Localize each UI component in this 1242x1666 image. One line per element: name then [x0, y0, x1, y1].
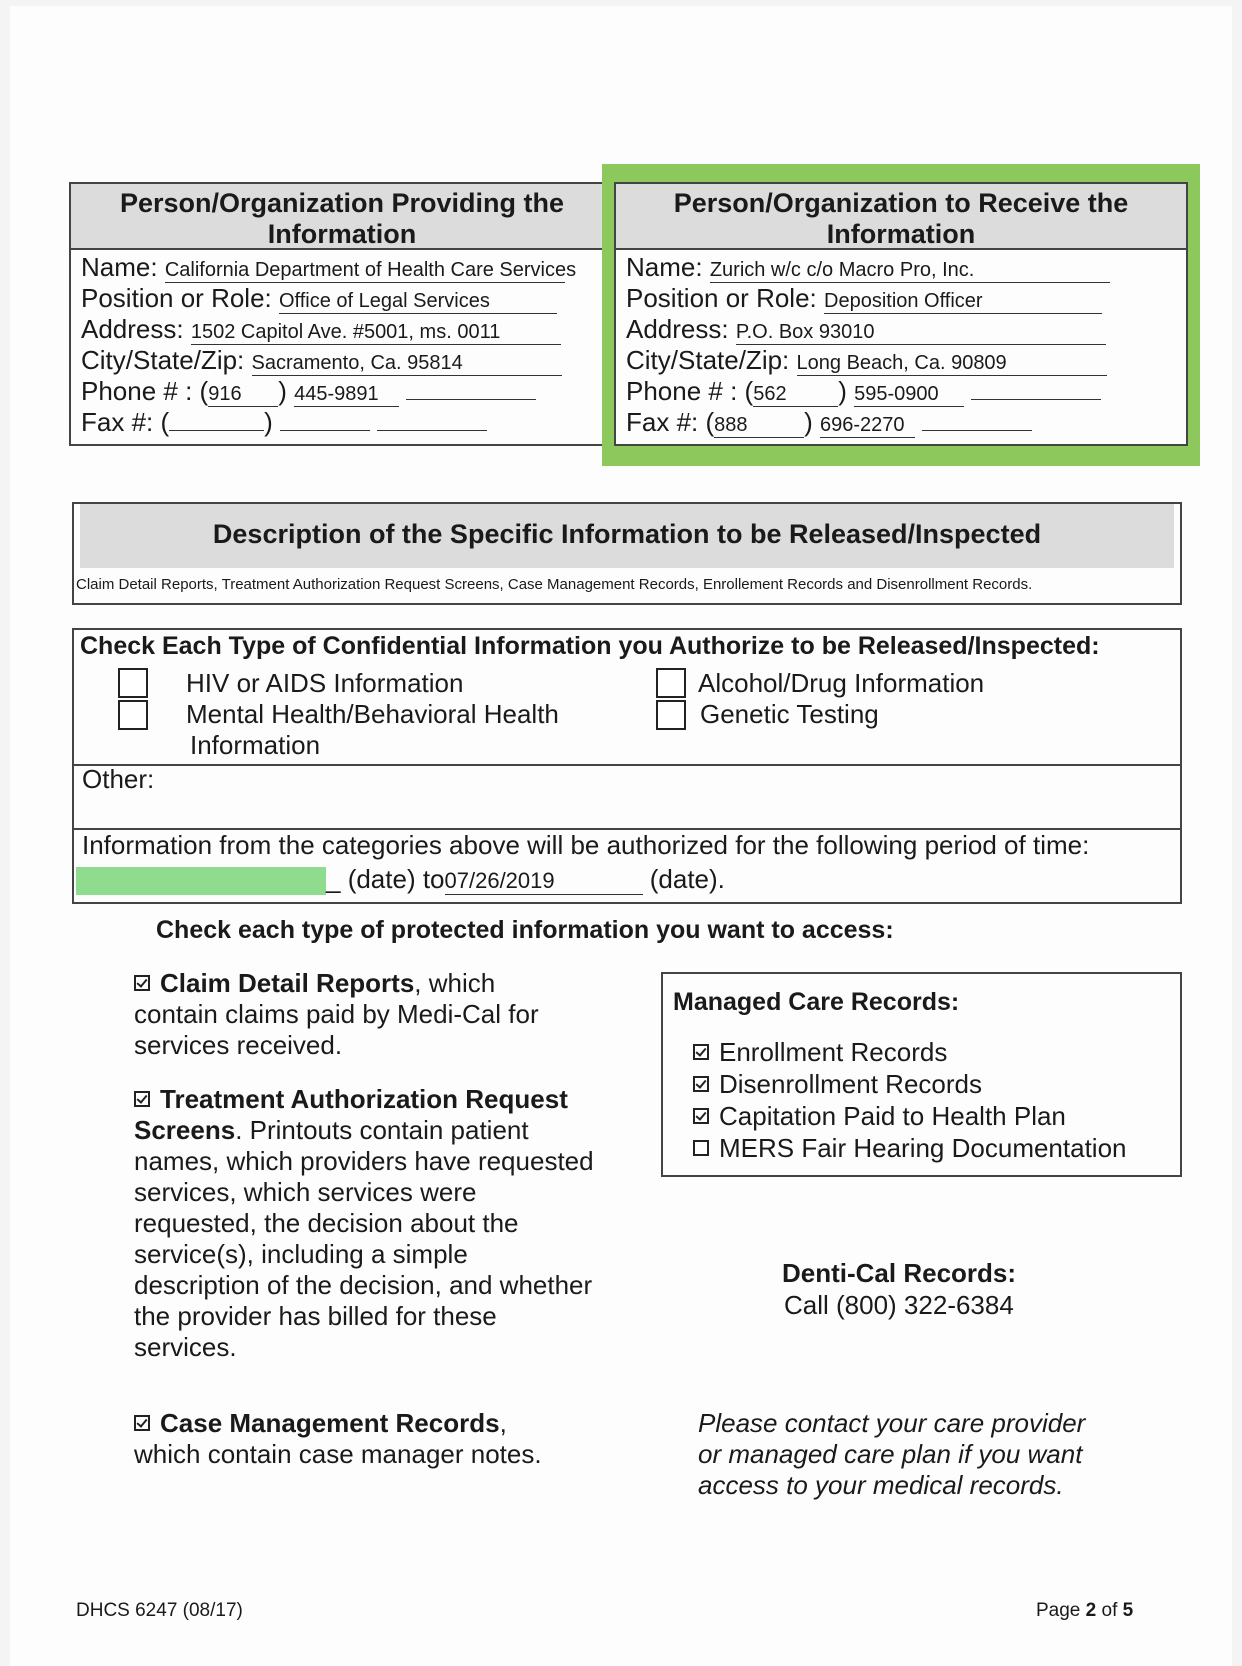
provider-role-row: Position or Role: Office of Legal Services: [81, 283, 557, 314]
provider-city-row: City/State/Zip: Sacramento, Ca. 95814: [81, 345, 562, 376]
date-range-row: _ (date) to07/26/2019 (date).: [326, 864, 725, 894]
genetic-checkbox[interactable]: [656, 700, 686, 730]
case-management-checkbox[interactable]: [134, 1415, 150, 1431]
receiver-name-row: Name: Zurich w/c c/o Macro Pro, Inc.: [626, 252, 1110, 283]
date-label-1: (date) to: [347, 864, 445, 894]
provider-name-field: California Department of Health Care Services: [164, 259, 577, 281]
disenrollment-checkbox[interactable]: [693, 1076, 709, 1092]
alcohol-checkbox[interactable]: [656, 668, 686, 698]
description-text: Claim Detail Reports, Treatment Authorization Request Screens, Case Management Records, Enrollement Records and Disenrollment Records.: [76, 576, 1033, 593]
managed-care-item: Enrollment Records: [693, 1037, 947, 1068]
provider-city-field: Sacramento, Ca. 95814: [252, 352, 562, 376]
hiv-label: HIV or AIDS Information: [186, 668, 464, 698]
hiv-checkbox[interactable]: [118, 668, 148, 698]
provider-phone-number: 445-9891: [294, 383, 399, 407]
receiver-name-field: Zurich w/c c/o Macro Pro, Inc.: [710, 259, 1110, 283]
claim-detail-item: Claim Detail Reports, which contain claims paid by Medi-Cal for services received.: [134, 968, 539, 1060]
provider-phone-row: Phone # : (916 ) 445-9891: [81, 376, 536, 407]
access-heading: Check each type of protected information you want to access:: [156, 916, 894, 944]
receiver-address-row: Address: P.O. Box 93010: [626, 314, 1106, 345]
description-header: Description of the Specific Information to be Released/Inspected: [80, 504, 1174, 568]
case-management-item: Case Management Records, which contain case manager notes.: [134, 1408, 542, 1469]
provider-name-row: Name: California Department of Health Care Services: [81, 252, 577, 282]
description-box: [72, 502, 1182, 605]
provider-role-field: Office of Legal Services: [279, 290, 557, 314]
receiver-phone-area: 562: [753, 383, 838, 407]
alcohol-label: Alcohol/Drug Information: [698, 668, 985, 698]
redacted-start-date: [76, 867, 326, 895]
managed-care-item: Capitation Paid to Health Plan: [693, 1101, 1066, 1132]
managed-care-item: MERS Fair Hearing Documentation: [693, 1133, 1127, 1164]
provider-fax-area: [169, 408, 264, 431]
receiver-city-row: City/State/Zip: Long Beach, Ca. 90809: [626, 345, 1107, 376]
receiver-address-field: P.O. Box 93010: [736, 321, 1106, 345]
receiver-phone-number: 595-0900: [854, 383, 964, 407]
capitation-checkbox[interactable]: [693, 1108, 709, 1124]
provider-box: [69, 182, 615, 446]
denti-cal-phone: Call (800) 322-6384: [784, 1290, 1014, 1320]
end-date-field: 07/26/2019: [445, 868, 643, 895]
receiver-fax-area: 888: [714, 414, 804, 438]
provider-address-row: Address: 1502 Capitol Ave. #5001, ms. 0011: [81, 314, 561, 345]
receiver-city-field: Long Beach, Ca. 90809: [797, 352, 1107, 376]
managed-care-title: Managed Care Records:: [673, 988, 960, 1016]
receiver-box: [614, 182, 1188, 446]
genetic-label: Genetic Testing: [700, 699, 879, 729]
confidential-box: [72, 628, 1182, 904]
managed-care-item: Disenrollment Records: [693, 1069, 982, 1100]
provider-address-field: 1502 Capitol Ave. #5001, ms. 0011: [191, 321, 561, 345]
receiver-role-row: Position or Role: Deposition Officer: [626, 283, 1102, 314]
provider-header: Person/Organization Providing the Information: [71, 184, 613, 250]
receiver-fax-number: 696-2270: [820, 414, 915, 438]
receiver-role-field: Deposition Officer: [824, 290, 1102, 314]
page-number: Page 2 of 5: [1036, 1600, 1134, 1621]
receiver-fax-row: Fax #: (888 ) 696-2270: [626, 407, 1032, 438]
denti-cal-title: Denti-Cal Records:: [782, 1258, 1017, 1288]
date-label-2: (date).: [649, 864, 725, 894]
receiver-header: Person/Organization to Receive the Information: [616, 184, 1186, 250]
provider-fax-row: Fax #: ( ): [81, 407, 487, 438]
other-label: Other:: [82, 764, 155, 794]
period-text: Information from the categories above will be authorized for the following period of time:: [82, 830, 1090, 860]
provider-phone-area: 916: [208, 383, 278, 407]
form-page: [10, 6, 1232, 1666]
form-id: DHCS 6247 (08/17): [76, 1600, 243, 1621]
mental-health-label-2: Information: [190, 730, 321, 760]
claim-detail-checkbox[interactable]: [134, 975, 150, 991]
divider: [74, 764, 1180, 766]
receiver-phone-row: Phone # : (562 ) 595-0900: [626, 376, 1101, 407]
managed-care-box: [661, 972, 1182, 1177]
tar-checkbox[interactable]: [134, 1091, 150, 1107]
mers-checkbox[interactable]: [693, 1140, 709, 1156]
confidential-header: Check Each Type of Confidential Information you Authorize to be Released/Inspected:: [80, 632, 1100, 660]
mental-health-checkbox[interactable]: [118, 700, 148, 730]
tar-item: Treatment Authorization Request Screens. Printouts contain patient names, which providers have requested services, which services were requested, the decision about the service(s), including a simple description of the decision, and whether the provider has billed for these services.: [134, 1084, 594, 1362]
enrollment-checkbox[interactable]: [693, 1044, 709, 1060]
provider-fax-number: [280, 408, 370, 431]
contact-note: Please contact your care provider or managed care plan if you want access to your medical records.: [698, 1408, 1086, 1500]
mental-health-label-1: Mental Health/Behavioral Health: [186, 699, 559, 729]
